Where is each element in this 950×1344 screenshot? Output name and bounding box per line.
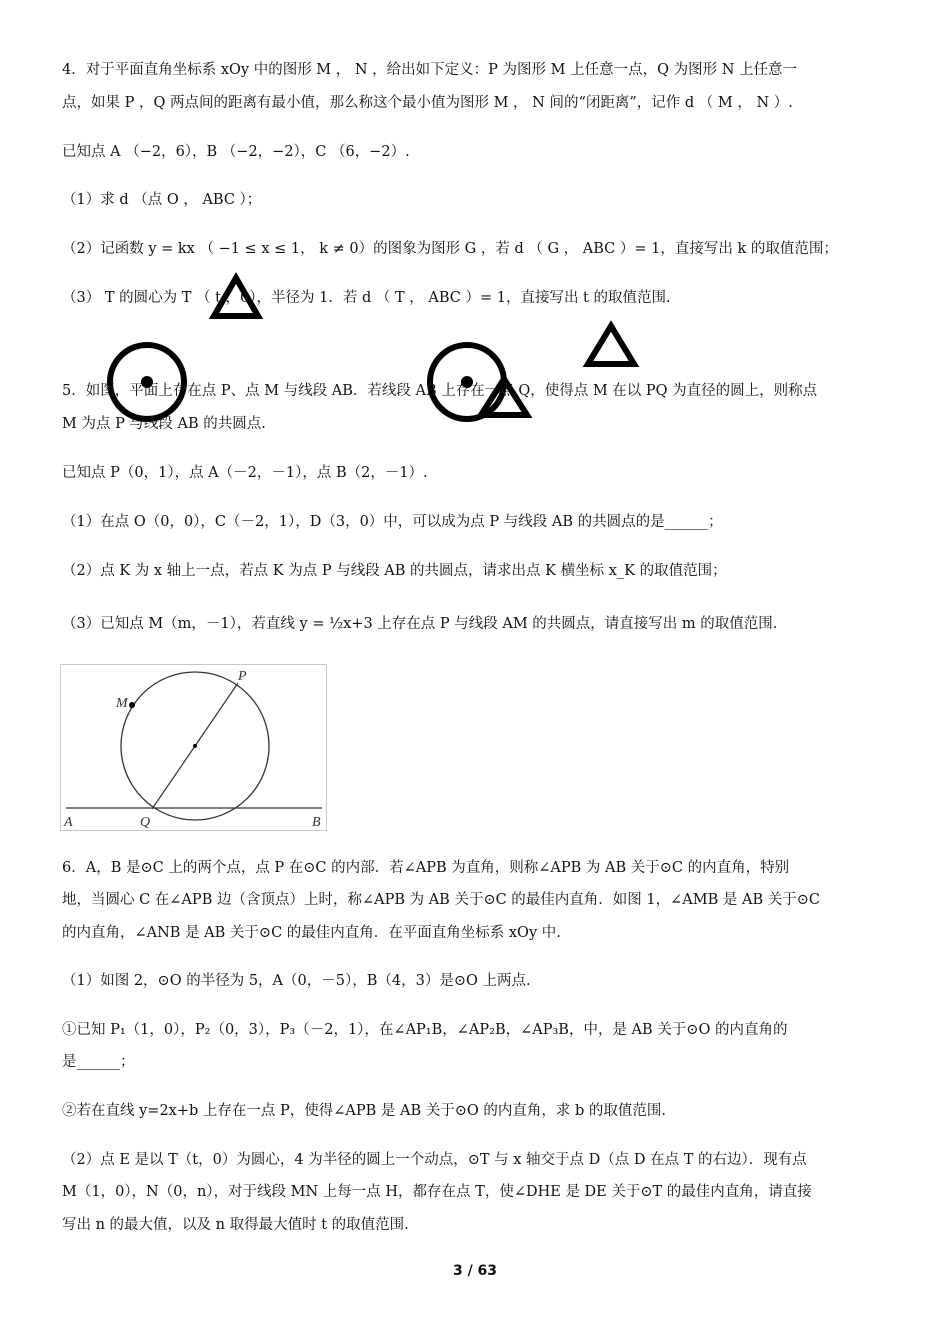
label-m: M (116, 696, 128, 711)
page-number: 3 / 63 (452, 1263, 498, 1279)
p5-line-2: M 为点 P 与线段 AB 的共圆点. (62, 416, 266, 432)
p5-line-1: 5．如图，平面上存在点 P、点 M 与线段 AB．若线段 AB 上存在一点 Q，使得点 M 在以 PQ 为直径的圆上，则称点 (62, 383, 818, 399)
label-b: B (312, 815, 321, 830)
p6-line-8: （2）点 E 是以 T（t，0）为圆心，4 为半径的圆上一个动点，⊙T 与 x 轴交于点 D（点 D 在点 T 的右边）．现有点 (62, 1152, 807, 1168)
p4-line-5: （2）记函数 y = kx （ −1 ≤ x ≤ 1， k ≠ 0）的图象为图形 G ，若 d （ G ， ABC ）= 1，直接写出 k 的取值范围； (62, 241, 838, 257)
p6-line-7: ②若在直线 y=2x+b 上存在一点 P，使得∠APB 是 AB 关于⊙O 的内直角，求 b 的取值范围. (62, 1103, 666, 1119)
p6-line-10: 写出 n 的最大值，以及 n 取得最大值时 t 的取值范围. (62, 1217, 409, 1233)
triangle-icon (588, 326, 634, 364)
label-p: P (238, 669, 247, 684)
p5-line-4: （1）在点 O（0，0），C（－2，1），D（3，0）中，可以成为点 P 与线段 AB 的共圆点的是______； (62, 514, 723, 530)
stray-symbols (0, 0, 950, 440)
label-a: A (64, 815, 73, 830)
p6-line-5: ①已知 P₁（1，0），P₂（0，3），P₃（－2，1），在∠AP₁B，∠AP₂B，∠AP₃B，中，是 AB 关于⊙O 的内直角的 (62, 1022, 788, 1038)
p6-line-9: M（1，0），N（0，n），对于线段 MN 上每一点 H，都存在点 T，使∠DHE 是 DE 关于⊙T 的最佳内直角，请直接 (62, 1184, 812, 1200)
p4-line-3: 已知点 A （−2，6），B （−2，−2），C （6，−2）. (62, 144, 410, 160)
label-q: Q (140, 815, 151, 830)
p6-line-4: （1）如图 2，⊙O 的半径为 5，A（0，－5），B（4，3）是⊙O 上两点. (62, 973, 531, 989)
p4-line-4: （1）求 d （点 O ， ABC ）； (62, 192, 262, 208)
p6-line-2: 地，当圆心 C 在∠APB 边（含顶点）上时，称∠APB 为 AB 关于⊙C 的最佳内直角．如图 1，∠AMB 是 AB 关于⊙C (62, 892, 820, 908)
circle-figure (60, 664, 328, 832)
p4-line-6: （3） T 的圆心为 T （ t ，0），半径为 1．若 d （ T ， ABC ）= 1，直接写出 t 的取值范围. (62, 290, 671, 306)
p6-line-6: 是______； (62, 1054, 135, 1070)
p6-line-1: 6．A，B 是⊙C 上的两个点，点 P 在⊙C 的内部．若∠APB 为直角，则称∠APB 为 AB 关于⊙C 的内直角，特别 (62, 860, 790, 876)
p5-line-3: 已知点 P（0，1），点 A（－2，－1），点 B（2，－1）. (62, 465, 428, 481)
triangle-icon (214, 278, 258, 316)
p6-line-3: 的内直角，∠ANB 是 AB 关于⊙C 的最佳内直角．在平面直角坐标系 xOy 中. (62, 925, 561, 941)
p5-line-6: （3）已知点 M（m，－1），若直线 y = ½x+3 上存在点 P 与线段 AM 的共圆点，请直接写出 m 的取值范围. (62, 616, 778, 632)
p4-line-2: 点，如果 P ，Q 两点间的距离有最小值，那么称这个最小值为图形 M ， N 间的“闭距离”，记作 d （ M ， N ）. (62, 95, 793, 111)
p4-line-1: 4．对于平面直角坐标系 xOy 中的图形 M ， N ，给出如下定义：P 为图形 M 上任意一点，Q 为图形 N 上任意一 (62, 62, 798, 78)
p5-line-5: （2）点 K 为 x 轴上一点，若点 K 为点 P 与线段 AB 的共圆点，请求出点 K 横坐标 x_K 的取值范围； (62, 563, 727, 579)
